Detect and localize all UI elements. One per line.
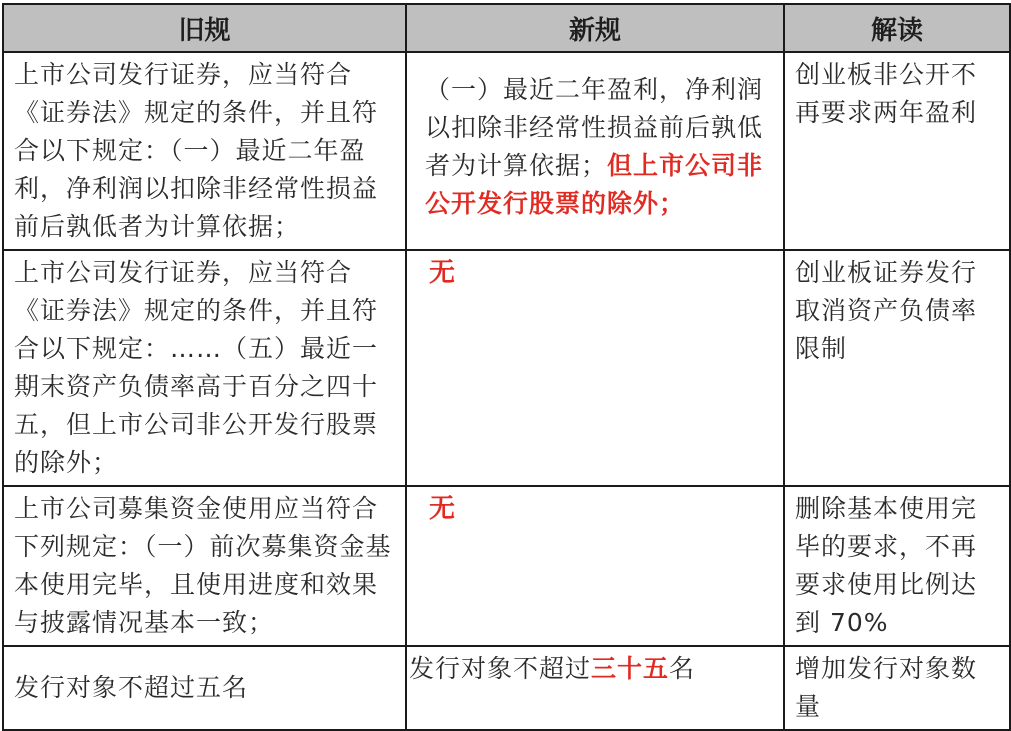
table-row: [3, 250, 1010, 486]
interpretation-cell: 创业板非公开不再要求两年盈利: [784, 52, 1010, 250]
new-rule-highlight: 但上市公司非公开发行股票的除外；: [425, 151, 764, 218]
new-rule-cell: [406, 52, 784, 250]
table-header-row: [3, 4, 1010, 52]
interpretation-cell: 创业板证券发行取消资产负债率限制: [784, 250, 1010, 486]
old-rule-cell: 上市公司发行证券，应当符合《证券法》规定的条件，并且符合以下规定：……（五）最近一期末资产负债率高于百分之四十五，但上市公司非公开发行股票的除外；: [3, 250, 406, 486]
new-rule-suffix: 名: [669, 654, 696, 683]
header-interpretation: 解读: [784, 4, 1010, 52]
new-rule-cell: [406, 486, 784, 646]
regulation-comparison-table: [2, 3, 1011, 731]
old-rule-cell: 上市公司发行证券，应当符合《证券法》规定的条件，并且符合以下规定：（一）最近二年盈利，净利润以扣除非经常性损益前后孰低者为计算依据；: [3, 52, 406, 250]
table-row: [3, 52, 1010, 250]
interpretation-cell: 增加发行对象数量: [784, 646, 1010, 730]
new-rule-none-label: 无: [429, 494, 457, 524]
new-rule-cell: [406, 646, 784, 730]
old-rule-cell: 上市公司募集资金使用应当符合下列规定：（一）前次募集资金基本使用完毕，且使用进度和效果与披露情况基本一致；: [3, 486, 406, 646]
new-rule-highlight: 三十五: [591, 654, 670, 683]
old-rule-cell: [3, 646, 406, 730]
header-old-rule: 旧规: [3, 4, 406, 52]
old-rule-text: 发行对象不超过五名: [14, 673, 249, 702]
header-new-rule: 新规: [406, 4, 784, 52]
new-rule-none-label: 无: [429, 258, 457, 288]
interpretation-cell: 删除基本使用完毕的要求，不再要求使用比例达到 70%: [784, 486, 1010, 646]
new-rule-text: （一）最近二年盈利，净利润以扣除非经常性损益前后孰低者为计算依据；: [425, 75, 764, 180]
new-rule-cell: [406, 250, 784, 486]
new-rule-prefix: 发行对象不超过: [409, 654, 592, 683]
table-row: [3, 646, 1010, 730]
table-row: [3, 486, 1010, 646]
